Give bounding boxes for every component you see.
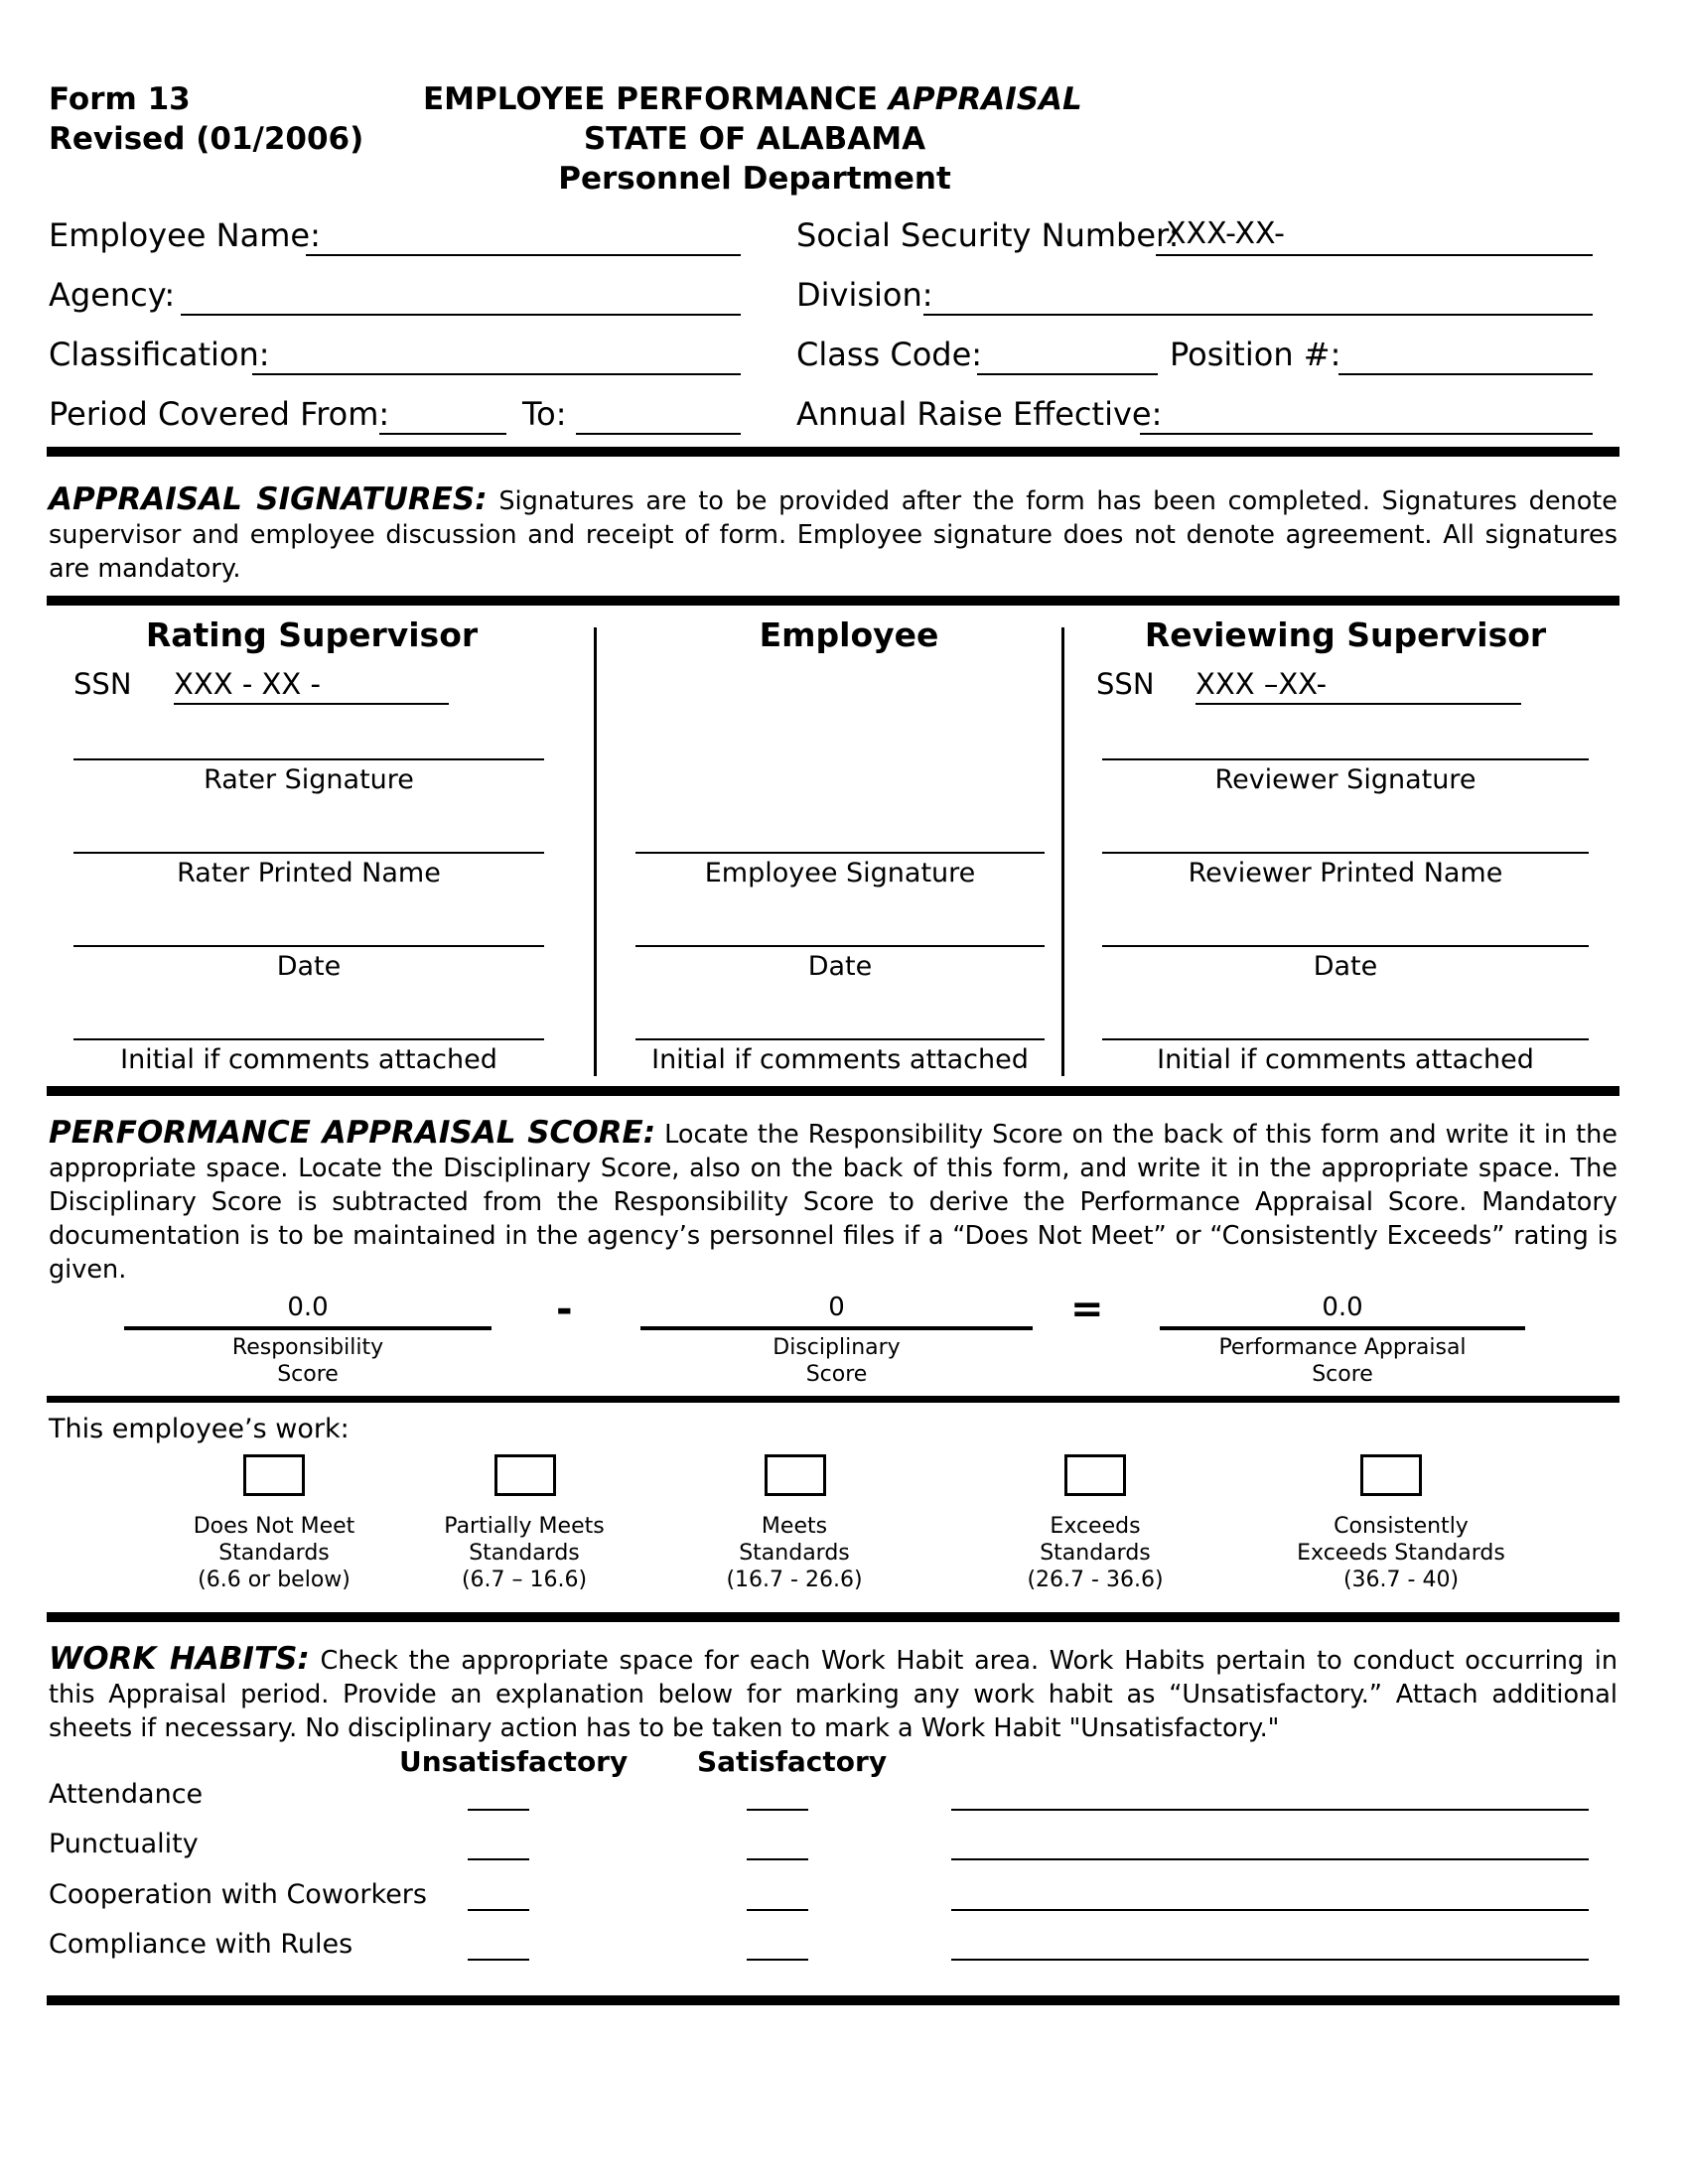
- reviewer-signature-caption: Reviewer Signature: [1214, 764, 1477, 795]
- employee-date-line[interactable]: [635, 945, 1045, 947]
- signatures-paragraph: [49, 482, 1618, 586]
- responsibility-score-caption-2: Score: [277, 1362, 339, 1387]
- employee-initial-line[interactable]: [635, 1038, 1045, 1040]
- employee-date-caption: Date: [807, 951, 873, 982]
- equals-sign: =: [1070, 1287, 1104, 1332]
- rating-caption-line: Does Not Meet: [193, 1514, 355, 1539]
- responsibility-score-value: 0.0: [287, 1293, 329, 1322]
- rating-caption-line: (36.7 - 40): [1342, 1568, 1460, 1592]
- ssn-label: Social Security Number:: [796, 216, 1180, 254]
- class-code-label: Class Code:: [796, 336, 983, 373]
- period-to-label: To:: [522, 395, 567, 433]
- column-unsatisfactory: Unsatisfactory: [399, 1745, 629, 1778]
- rater-date-caption: Date: [276, 951, 342, 982]
- rating-caption-consistently-exceeds: [1272, 1513, 1530, 1593]
- reviewer-ssn-value: XXX –XX-: [1196, 667, 1328, 701]
- employee-initial-caption: Initial if comments attached: [651, 1044, 1029, 1075]
- rating-caption-line: Consistently: [1334, 1514, 1469, 1539]
- habit-cooperation: Cooperation with Coworkers: [49, 1879, 427, 1910]
- agency-field[interactable]: [181, 314, 741, 316]
- rating-caption-line: (6.7 – 16.6): [461, 1568, 588, 1592]
- responsibility-score-caption-1: Responsibility: [231, 1335, 384, 1360]
- rater-printed-name-caption: Rater Printed Name: [177, 858, 441, 888]
- reviewing-supervisor-title: Reviewing Supervisor: [1144, 615, 1547, 654]
- form-number: Form 13: [49, 81, 191, 117]
- score-heading: PERFORMANCE APPRAISAL SCORE:: [49, 1115, 656, 1151]
- checkbox-consistently-exceeds[interactable]: [1360, 1454, 1422, 1496]
- rating-caption-line: Meets: [761, 1514, 828, 1539]
- rating-caption-line: Standards: [1040, 1541, 1151, 1566]
- disciplinary-score-caption-1: Disciplinary: [773, 1335, 901, 1360]
- work-habits-heading: WORK HABITS:: [49, 1641, 310, 1677]
- rater-ssn-label: SSN: [73, 667, 132, 701]
- performance-score-caption-2: Score: [1312, 1362, 1373, 1387]
- punctuality-explanation-line[interactable]: [951, 1858, 1589, 1860]
- form-title-italic: APPRAISAL: [888, 81, 1082, 117]
- cooperation-unsatisfactory-mark[interactable]: [468, 1909, 529, 1911]
- checkbox-does-not-meet[interactable]: [243, 1454, 305, 1496]
- rating-caption-exceeds: [976, 1513, 1214, 1593]
- cooperation-explanation-line[interactable]: [951, 1909, 1589, 1911]
- rater-signature-line[interactable]: [73, 758, 544, 760]
- habit-compliance: Compliance with Rules: [49, 1929, 353, 1960]
- attendance-explanation-line[interactable]: [951, 1809, 1589, 1811]
- classification-field[interactable]: [252, 373, 741, 375]
- work-habits-text: Check the appropriate space for each Work Habit area. Work Habits pertain to conduct occurring in this Appraisal period. Provide an explanation below for marking any work habit as “Unsatisfactory.” Attach additional sheets if necessary. No disciplinary action has to be taken to mark a Work Habit "Unsatisfactory.": [49, 1646, 1618, 1743]
- attendance-satisfactory-mark[interactable]: [747, 1809, 808, 1811]
- rating-caption-line: Standards: [218, 1541, 330, 1566]
- divider: [47, 1995, 1619, 2005]
- rating-caption-meets: [675, 1513, 914, 1593]
- reviewer-printed-name-caption: Reviewer Printed Name: [1188, 858, 1503, 888]
- rating-caption-partially-meets: [405, 1513, 643, 1593]
- reviewer-signature-line[interactable]: [1102, 758, 1589, 760]
- division-field[interactable]: [923, 314, 1593, 316]
- divider: [47, 1612, 1619, 1622]
- rating-caption-line: (16.7 - 26.6): [726, 1568, 863, 1592]
- division-label: Division:: [796, 276, 933, 314]
- compliance-unsatisfactory-mark[interactable]: [468, 1959, 529, 1961]
- period-from-field[interactable]: [379, 433, 506, 435]
- agency-label: Agency:: [49, 276, 176, 314]
- form-state: STATE OF ALABAMA: [583, 121, 926, 157]
- compliance-satisfactory-mark[interactable]: [747, 1959, 808, 1961]
- signatures-heading: APPRAISAL SIGNATURES:: [49, 481, 488, 517]
- responsibility-score-caption: [124, 1334, 492, 1388]
- checkbox-meets[interactable]: [765, 1454, 826, 1496]
- compliance-explanation-line[interactable]: [951, 1959, 1589, 1961]
- rating-supervisor-title: Rating Supervisor: [145, 615, 479, 654]
- reviewer-date-caption: Date: [1313, 951, 1378, 982]
- rating-caption-line: (26.7 - 36.6): [1027, 1568, 1164, 1592]
- signatures-text: Signatures are to be provided after the form has been completed. Signatures denote supervisor and employee discussion and receipt of form. Employee signature does not denote agreement. All signatures are mandatory.: [49, 486, 1618, 584]
- disciplinary-score-line[interactable]: [640, 1326, 1033, 1330]
- punctuality-unsatisfactory-mark[interactable]: [468, 1858, 529, 1860]
- performance-score-line[interactable]: [1160, 1326, 1525, 1330]
- rater-ssn-value: XXX - XX -: [174, 667, 321, 701]
- disciplinary-score-value: 0: [828, 1293, 845, 1322]
- rater-date-line[interactable]: [73, 945, 544, 947]
- reviewer-ssn-field[interactable]: [1196, 667, 1521, 705]
- rater-initial-caption: Initial if comments attached: [120, 1044, 497, 1075]
- form-department: Personnel Department: [558, 161, 951, 197]
- habit-punctuality: Punctuality: [49, 1829, 199, 1859]
- annual-raise-field[interactable]: [1140, 433, 1593, 435]
- employee-title: Employee: [759, 615, 939, 654]
- employee-signature-caption: Employee Signature: [704, 858, 976, 888]
- annual-raise-label: Annual Raise Effective:: [796, 395, 1163, 433]
- performance-score-caption-1: Performance Appraisal: [1218, 1335, 1467, 1360]
- checkbox-exceeds[interactable]: [1064, 1454, 1126, 1496]
- rater-initial-line[interactable]: [73, 1038, 544, 1040]
- divider: [47, 1086, 1619, 1096]
- divider: [47, 596, 1619, 606]
- rater-printed-name-line[interactable]: [73, 852, 544, 854]
- divider: [47, 447, 1619, 457]
- rating-caption-line: Partially Meets: [444, 1514, 605, 1539]
- reviewer-printed-name-line[interactable]: [1102, 852, 1589, 854]
- minus-sign: -: [556, 1287, 573, 1332]
- class-code-field[interactable]: [977, 373, 1158, 375]
- divider: [47, 1396, 1619, 1403]
- performance-score-caption: [1160, 1334, 1525, 1388]
- column-divider: [594, 627, 597, 1076]
- attendance-unsatisfactory-mark[interactable]: [468, 1809, 529, 1811]
- rating-intro: This employee’s work:: [49, 1414, 350, 1444]
- rater-signature-caption: Rater Signature: [204, 764, 414, 795]
- column-divider: [1061, 627, 1064, 1076]
- classification-label: Classification:: [49, 336, 270, 373]
- rating-caption-line: Standards: [469, 1541, 580, 1566]
- checkbox-partially-meets[interactable]: [494, 1454, 556, 1496]
- rating-caption-does-not-meet: [155, 1513, 393, 1593]
- rating-caption-line: Standards: [739, 1541, 850, 1566]
- form-revised: Revised (01/2006): [49, 121, 364, 157]
- punctuality-satisfactory-mark[interactable]: [747, 1858, 808, 1860]
- rating-caption-line: (6.6 or below): [198, 1568, 351, 1592]
- period-from-label: Period Covered From:: [49, 395, 390, 433]
- reviewer-date-line[interactable]: [1102, 945, 1589, 947]
- cooperation-satisfactory-mark[interactable]: [747, 1909, 808, 1911]
- disciplinary-score-caption-2: Score: [805, 1362, 868, 1387]
- employee-signature-line[interactable]: [635, 852, 1045, 854]
- rater-ssn-field[interactable]: [174, 667, 449, 705]
- rating-caption-line: Exceeds Standards: [1297, 1541, 1505, 1566]
- reviewer-ssn-label: SSN: [1096, 667, 1155, 701]
- score-text: Locate the Responsibility Score on the back of this form and write it in the appropriate space. Locate the Disciplinary Score, also on the back of this form, and write it in the appropriate space. The Disciplinary Score is subtracted from the Responsibility Score to derive the Performance Appraisal Score. Mandatory documentation is to be maintained in the agency’s personnel files if a “Does Not Meet” or “Consistently Exceeds” rating is given.: [49, 1120, 1618, 1285]
- work-habits-paragraph: [49, 1642, 1618, 1745]
- period-to-field[interactable]: [576, 433, 741, 435]
- habit-attendance: Attendance: [49, 1779, 204, 1810]
- reviewer-initial-caption: Initial if comments attached: [1157, 1044, 1534, 1075]
- employee-name-label: Employee Name:: [49, 216, 321, 254]
- form-title-main: EMPLOYEE PERFORMANCE: [423, 81, 889, 117]
- score-paragraph: [49, 1116, 1618, 1287]
- position-label: Position #:: [1170, 336, 1341, 373]
- responsibility-score-line[interactable]: [124, 1326, 492, 1330]
- performance-score-value: 0.0: [1322, 1293, 1363, 1322]
- column-satisfactory: Satisfactory: [697, 1745, 888, 1778]
- form-title: [423, 81, 1082, 117]
- reviewer-initial-line[interactable]: [1102, 1038, 1589, 1040]
- rating-caption-line: Exceeds: [1050, 1514, 1141, 1539]
- employee-name-field[interactable]: [306, 254, 741, 256]
- ssn-value: XXX-XX-: [1166, 216, 1285, 251]
- disciplinary-score-caption: [640, 1334, 1033, 1388]
- ssn-field[interactable]: [1156, 216, 1593, 256]
- position-field[interactable]: [1338, 373, 1593, 375]
